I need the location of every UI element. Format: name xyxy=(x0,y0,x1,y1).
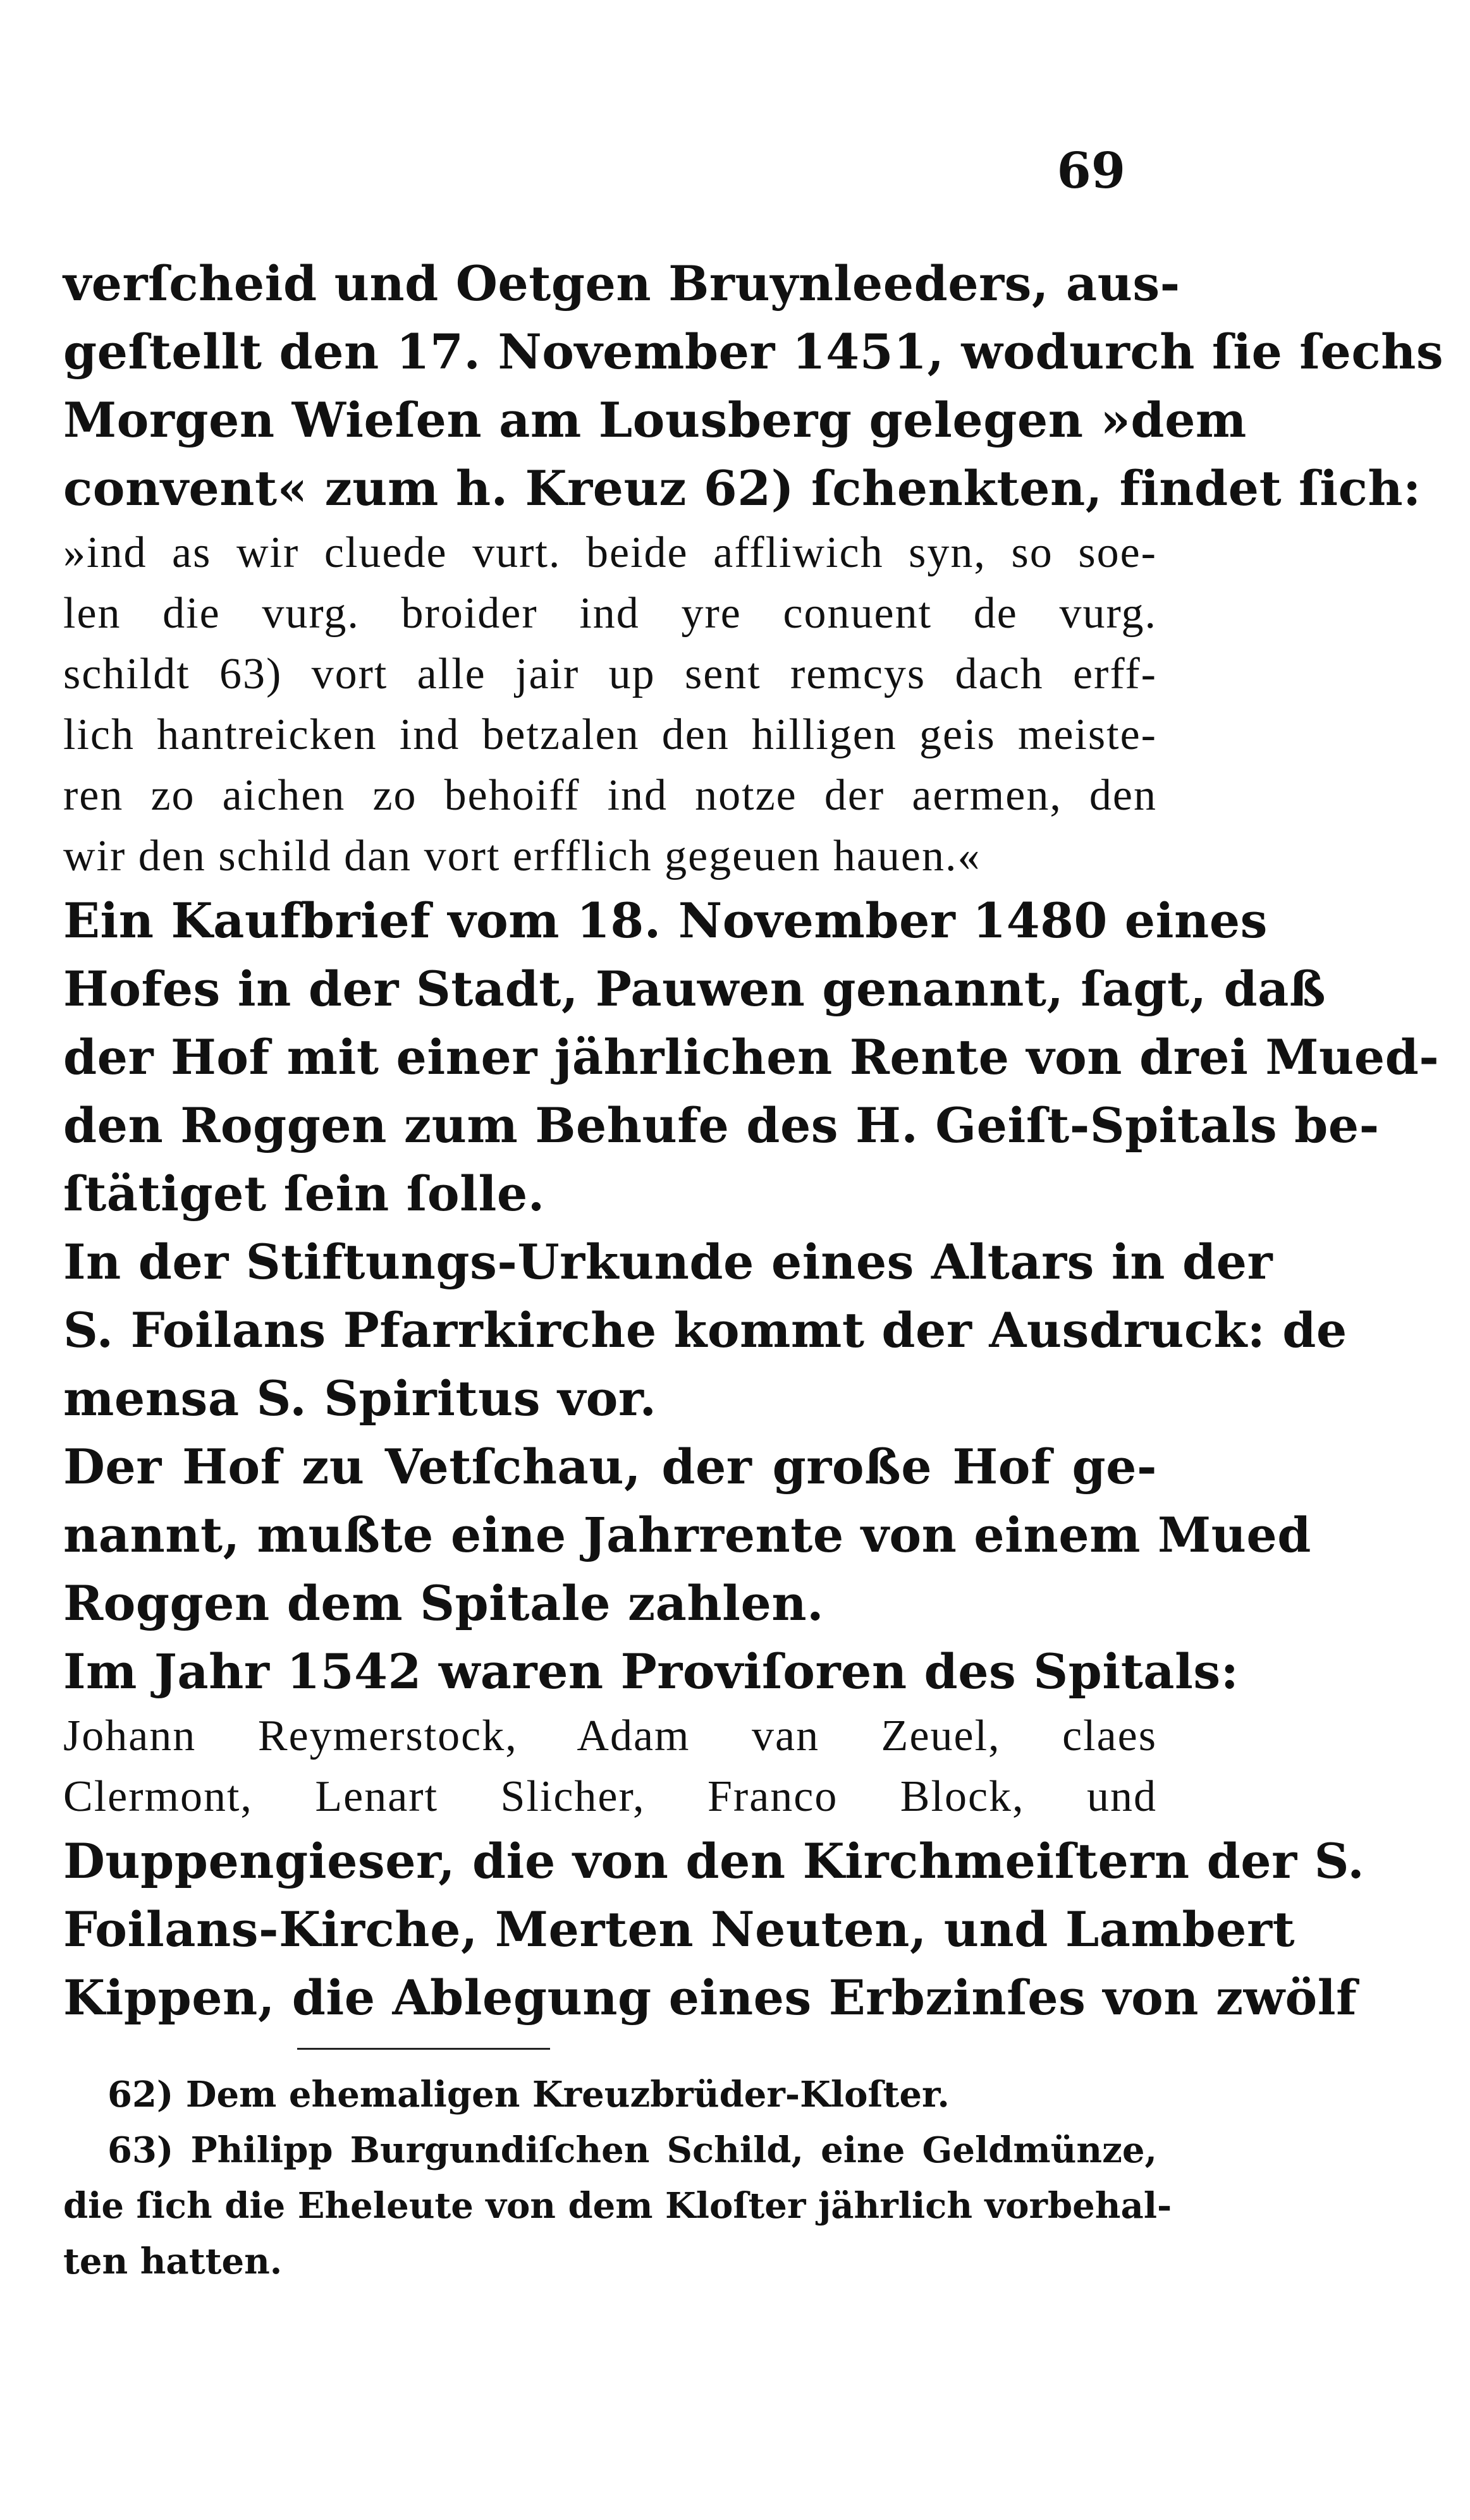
text-line: len die vurg. broider ind yre conuent de vurg. xyxy=(63,589,1157,638)
text-line: Morgen Wieſen am Lousberg gelegen »dem xyxy=(63,392,1247,448)
text-line: Im Jahr 1542 waren Proviſoren des Spitals: xyxy=(63,1643,1239,1700)
text-line: »ind as wir cluede vurt. beide affliwich syn, so soe- xyxy=(63,528,1157,577)
text-line: mensa S. Spiritus vor. xyxy=(63,1370,657,1427)
text-line: nannt, mußte eine Jahrrente von einem Mued xyxy=(63,1507,1311,1563)
footnote-line: 63) Philipp Burgundiſchen Schild, eine Geldmünze, xyxy=(107,2129,1157,2171)
text-line: ren zo aichen zo behoiff ind notze der aermen, den xyxy=(63,771,1157,820)
footnote-line: 62) Dem ehemaligen Kreuzbrüder‐Kloſter. xyxy=(107,2074,950,2115)
text-line: den Roggen zum Behufe des H. Geiſt‐Spitals be‐ xyxy=(63,1097,1380,1153)
footnote-divider xyxy=(297,2048,550,2050)
text-line: Hofes in der Stadt, Pauwen genannt, ſagt, daß xyxy=(63,961,1326,1017)
text-line: Kippen, die Ablegung eines Erbzinſes von zwölf xyxy=(63,1969,1357,2026)
text-line: schildt 63) vort alle jair up sent remcys dach erff- xyxy=(63,650,1157,698)
text-line: Johann Reymerstock, Adam van Zeuel, claes xyxy=(63,1712,1157,1760)
footnotes xyxy=(63,2067,1172,2289)
body-text xyxy=(63,250,1444,2032)
footnote-line: ten hatten. xyxy=(63,2241,283,2282)
text-line: der Hof mit einer jährlichen Rente von drei Mued‐ xyxy=(63,1029,1440,1085)
text-line: In der Stiftungs‐Urkunde eines Altars in der xyxy=(63,1234,1273,1290)
page-number: 69 xyxy=(1057,142,1125,200)
text-line: Roggen dem Spitale zahlen. xyxy=(63,1575,824,1631)
text-line: wir den schild dan vort erfflich gegeuen hauen.« xyxy=(63,832,981,880)
text-line: lich hantreicken ind betzalen den hilligen geis meiste- xyxy=(63,710,1157,759)
text-line: Duppengieser, die von den Kirchmeiſtern der S. xyxy=(63,1833,1365,1889)
text-line: Der Hof zu Vetſchau, der große Hof ge‐ xyxy=(63,1439,1157,1495)
footnote-line: die ſich die Eheleute von dem Kloſter jährlich vorbehal‐ xyxy=(63,2185,1172,2227)
text-line: S. Foilans Pfarrkirche kommt der Ausdruck: de xyxy=(63,1302,1347,1358)
text-line: Ein Kaufbrief vom 18. November 1480 eines xyxy=(63,892,1268,949)
text-line: convent« zum h. Kreuz 62) ſchenkten, findet ſich: xyxy=(63,460,1421,516)
text-line: Foilans‐Kirche, Merten Neuten, und Lambert xyxy=(63,1901,1295,1957)
text-line: Clermont, Lenart Slicher, Franco Block, und xyxy=(63,1772,1157,1821)
text-line: geſtellt den 17. November 1451, wodurch ſie ſechs xyxy=(63,324,1444,380)
text-line: verſcheid und Oetgen Bruynleeders, aus‐ xyxy=(63,255,1180,312)
text-line: ſtätiget ſein ſolle. xyxy=(63,1166,545,1222)
